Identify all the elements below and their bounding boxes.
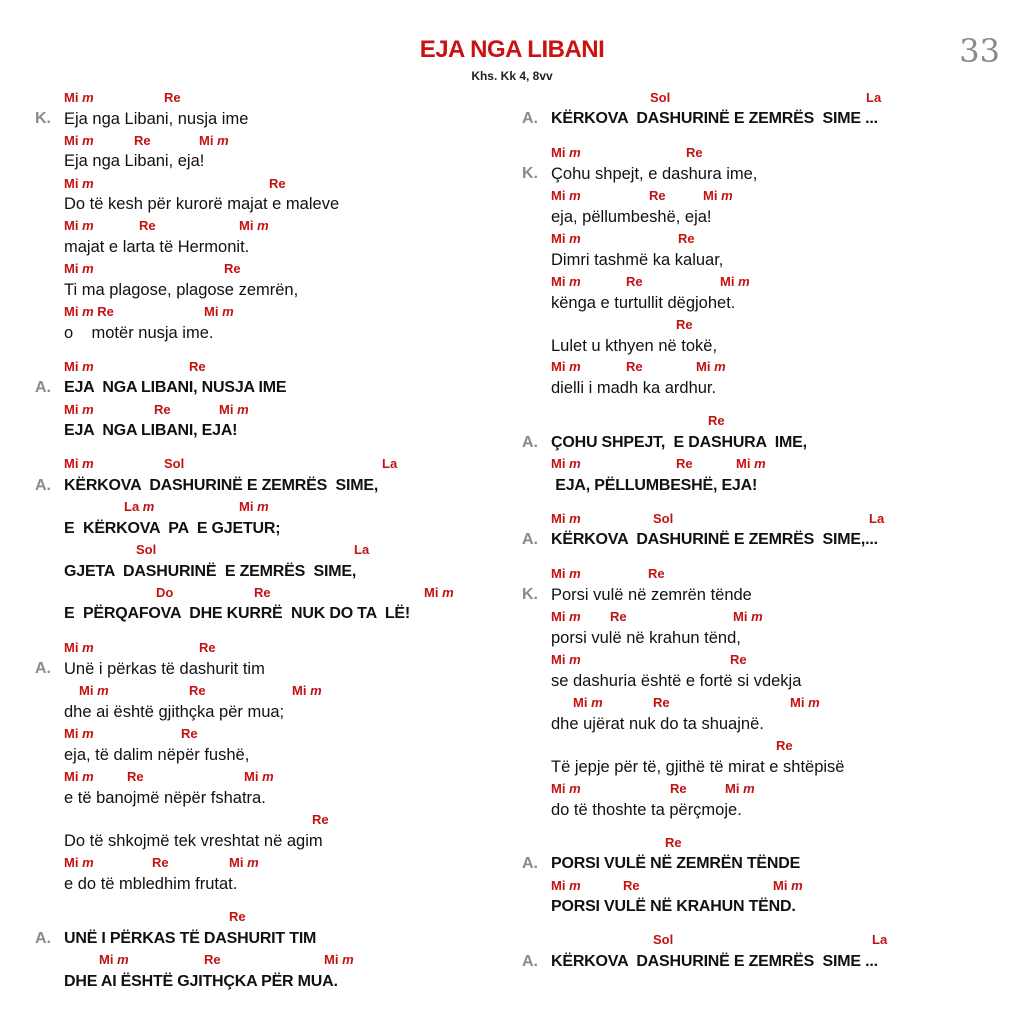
chord-re: Re: [649, 188, 666, 203]
lyric-line: DHE AI ËSHTË GJITHÇKA PËR MUA.: [64, 973, 338, 990]
lyric-line: E KËRKOVA PA E GJETUR;: [64, 520, 281, 537]
chord-mi-m: Mi m: [199, 133, 229, 148]
chord-mi-m: Mi m: [551, 609, 581, 624]
chord-sol: Sol: [653, 511, 674, 526]
chord-mi-m: Mi m: [64, 640, 94, 655]
chord-do: Do: [156, 585, 174, 600]
lyric-line: porsi vulë në krahun tënd,: [551, 629, 741, 647]
chord-mi-m: Mi m: [720, 274, 750, 289]
chord-re: Re: [626, 359, 643, 374]
chord-mi-m: Mi m: [64, 855, 94, 870]
lyric-line: Të jepje për të, gjithë të mirat e shtëpisë: [551, 758, 845, 776]
chord-re: Re: [189, 683, 206, 698]
section-marker-a: A.: [35, 930, 51, 947]
chord-la: La: [869, 511, 885, 526]
chord-re: Re: [610, 609, 627, 624]
section-marker-a: A.: [522, 953, 538, 970]
lyric-line: UNË I PËRKAS TË DASHURIT TIM: [64, 930, 317, 947]
chord-re: Re: [665, 835, 682, 850]
chord-re: Re: [152, 855, 169, 870]
lyric-line: EJA, PËLLUMBESHË, EJA!: [551, 477, 758, 494]
lyric-line: GJETA DASHURINË E ZEMRËS SIME,: [64, 563, 357, 580]
chord-mi-m: Mi m: [239, 218, 269, 233]
chord-la: La: [382, 456, 398, 471]
lyric-line: dielli i madh ka ardhur.: [551, 379, 717, 397]
chord-re: Re: [676, 317, 693, 332]
chord-re: Re: [164, 90, 181, 105]
chord-re: Re: [686, 145, 703, 160]
chord-mi-m: Mi m: [424, 585, 454, 600]
chord-mi-m: Mi m: [219, 402, 249, 417]
chord-mi-m: Mi m: [64, 359, 94, 374]
section-marker-k: K.: [522, 586, 538, 603]
lyric-line: KËRKOVA DASHURINË E ZEMRËS SIME,...: [551, 531, 878, 548]
chord-mi-m: Mi m: [64, 726, 94, 741]
chord-re: Re: [708, 413, 725, 428]
chord-mi-m: Mi m: [551, 231, 581, 246]
chord-mi-m: Mi m: [696, 359, 726, 374]
chord-mi-m: Mi m: [551, 878, 581, 893]
chord-la: La: [354, 542, 370, 557]
lyric-line: ÇOHU SHPEJT, E DASHURA IME,: [551, 434, 807, 451]
chord-la: La: [872, 932, 888, 947]
chord-mi-m: Mi m: [79, 683, 109, 698]
section-marker-a: A.: [522, 434, 538, 451]
chord-mi-m: Mi m: [551, 145, 581, 160]
song-reference: Khs. Kk 4, 8vv: [471, 69, 553, 83]
lyric-line: kënga e turtullit dëgjohet.: [551, 294, 736, 312]
chord-re: Re: [199, 640, 216, 655]
chord-mi-m: Mi m: [736, 456, 766, 471]
lyric-line: eja, të dalim nëpër fushë,: [64, 746, 250, 764]
section-marker-a: A.: [35, 477, 51, 494]
chord-re: Re: [269, 176, 286, 191]
chord-re: Re: [224, 261, 241, 276]
chord-mi-m: Mi m: [204, 304, 234, 319]
lyric-line: do të thoshte ta përçmoje.: [551, 801, 742, 819]
chord-mi-m: Mi m: [324, 952, 354, 967]
chord-mi-m: Mi m: [551, 781, 581, 796]
chord-mi-m-re: Mi m Re: [64, 304, 114, 319]
lyric-line: majat e larta të Hermonit.: [64, 238, 250, 256]
chord-mi-m: Mi m: [551, 566, 581, 581]
lyric-line: Do të shkojmë tek vreshtat në agim: [64, 832, 323, 850]
lyric-line: PORSI VULË NË KRAHUN TËND.: [551, 898, 796, 915]
chord-mi-m: Mi m: [64, 402, 94, 417]
lyric-line: o motër nusja ime.: [64, 324, 214, 342]
lyric-line: Eja nga Libani, eja!: [64, 152, 205, 170]
chord-mi-m: Mi m: [99, 952, 129, 967]
lyric-line: Lulet u kthyen në tokë,: [551, 337, 718, 355]
chord-re: Re: [623, 878, 640, 893]
chord-mi-m: Mi m: [551, 456, 581, 471]
lyric-line: KËRKOVA DASHURINË E ZEMRËS SIME ...: [551, 953, 878, 970]
chord-re: Re: [648, 566, 665, 581]
lyric-line: Porsi vulë në zemrën tënde: [551, 586, 752, 604]
chord-mi-m: Mi m: [64, 261, 94, 276]
chord-re: Re: [678, 231, 695, 246]
chord-mi-m: Mi m: [733, 609, 763, 624]
lyric-line: EJA NGA LIBANI, NUSJA IME: [64, 379, 287, 396]
chord-re: Re: [312, 812, 329, 827]
chord-mi-m: Mi m: [551, 511, 581, 526]
chord-la: La: [866, 90, 882, 105]
chord-sol: Sol: [650, 90, 671, 105]
section-marker-k: K.: [522, 165, 538, 182]
lyric-line: Do të kesh për kurorë majat e maleve: [64, 195, 340, 213]
chord-sol: Sol: [136, 542, 157, 557]
lyric-line: KËRKOVA DASHURINË E ZEMRËS SIME ...: [551, 110, 878, 127]
chord-mi-m: Mi m: [64, 176, 94, 191]
lyric-line: KËRKOVA DASHURINË E ZEMRËS SIME,: [64, 477, 379, 494]
chord-re: Re: [134, 133, 151, 148]
section-marker-a: A.: [35, 379, 51, 396]
chord-mi-m: Mi m: [64, 133, 94, 148]
chord-re: Re: [776, 738, 793, 753]
lyric-line: Unë i përkas të dashurit tim: [64, 660, 265, 678]
lyric-line: e do të mbledhim frutat.: [64, 875, 238, 893]
chord-mi-m: Mi m: [551, 274, 581, 289]
lyric-line: dhe ujërat nuk do ta shuajnë.: [551, 715, 764, 733]
section-marker-a: A.: [522, 855, 538, 872]
chord-mi-m: Mi m: [790, 695, 820, 710]
chord-mi-m: Mi m: [229, 855, 259, 870]
song-title: EJA NGA LIBANI: [419, 36, 605, 63]
chord-la-m: La m: [124, 499, 155, 514]
chord-re: Re: [154, 402, 171, 417]
chord-re: Re: [189, 359, 206, 374]
lyric-line: eja, pëllumbeshë, eja!: [551, 208, 712, 226]
chord-re: Re: [670, 781, 687, 796]
chord-mi-m: Mi m: [703, 188, 733, 203]
lyric-line: Dimri tashmë ka kaluar,: [551, 251, 724, 269]
chord-re: Re: [653, 695, 670, 710]
chord-mi-m: Mi m: [551, 359, 581, 374]
chord-mi-m: Mi m: [244, 769, 274, 784]
chord-mi-m: Mi m: [551, 188, 581, 203]
chord-mi-m: Mi m: [551, 652, 581, 667]
chord-mi-m: Mi m: [292, 683, 322, 698]
lyric-line: Ti ma plagose, plagose zemrën,: [64, 281, 299, 299]
section-marker-a: A.: [35, 660, 51, 677]
chord-mi-m: Mi m: [64, 456, 94, 471]
chord-re: Re: [229, 909, 246, 924]
chord-mi-m: Mi m: [239, 499, 269, 514]
chord-sol: Sol: [653, 932, 674, 947]
chord-sol: Sol: [164, 456, 185, 471]
chord-re: Re: [204, 952, 221, 967]
page-number: 33: [959, 32, 1000, 70]
lyric-line: Eja nga Libani, nusja ime: [64, 110, 249, 128]
chord-re: Re: [254, 585, 271, 600]
section-marker-a: A.: [522, 531, 538, 548]
chord-mi-m: Mi m: [64, 90, 94, 105]
lyric-line: Çohu shpejt, e dashura ime,: [551, 165, 758, 183]
chord-mi-m: Mi m: [773, 878, 803, 893]
lyric-line: se dashuria është e fortë si vdekja: [551, 672, 802, 690]
lyric-line: e të banojmë nëpër fshatra.: [64, 789, 266, 807]
chord-mi-m: Mi m: [64, 218, 94, 233]
lyric-line: EJA NGA LIBANI, EJA!: [64, 422, 238, 439]
lyric-line: dhe ai është gjithçka për mua;: [64, 703, 285, 721]
chord-re: Re: [181, 726, 198, 741]
chord-re: Re: [676, 456, 693, 471]
chord-re: Re: [730, 652, 747, 667]
chord-re: Re: [626, 274, 643, 289]
chord-re: Re: [127, 769, 144, 784]
chord-re: Re: [139, 218, 156, 233]
chord-mi-m: Mi m: [573, 695, 603, 710]
lyric-line: PORSI VULË NË ZEMRËN TËNDE: [551, 855, 801, 872]
lyric-line: E PËRQAFOVA DHE KURRË NUK DO TA LË!: [64, 605, 410, 622]
chord-mi-m: Mi m: [725, 781, 755, 796]
chord-mi-m: Mi m: [64, 769, 94, 784]
section-marker-k: K.: [35, 110, 51, 127]
section-marker-a: A.: [522, 110, 538, 127]
